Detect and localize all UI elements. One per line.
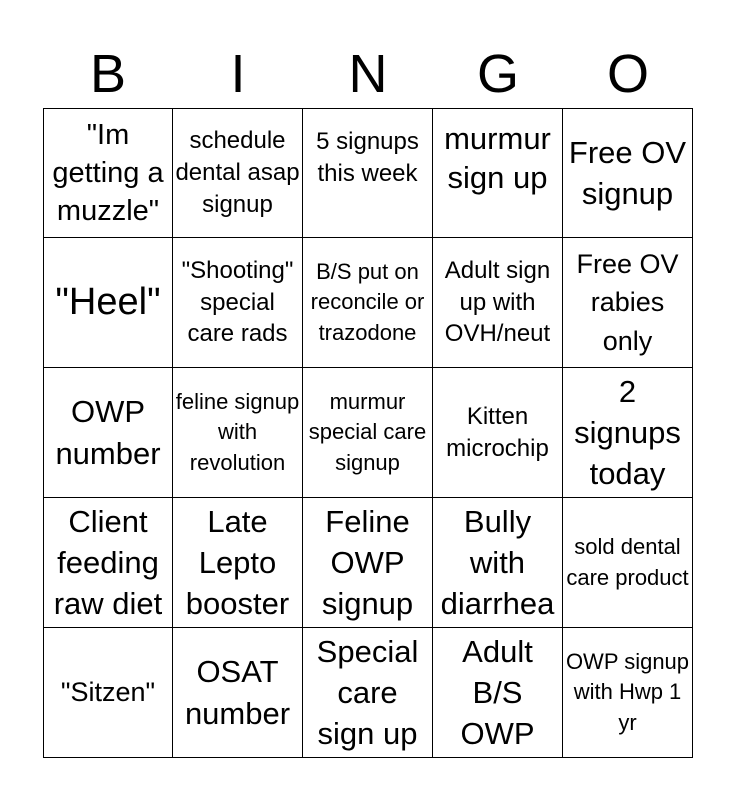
bingo-cell-text: murmur special care signup xyxy=(308,388,427,475)
bingo-cell-r4-c4[interactable] xyxy=(563,628,693,758)
bingo-cell-text: Free OV rabies only xyxy=(576,248,679,356)
bingo-cell-r3-c2[interactable] xyxy=(303,498,433,628)
bingo-card xyxy=(43,108,693,758)
bingo-cell-r2-c2[interactable] xyxy=(303,368,433,498)
bingo-cell-text: "Im getting a muzzle" xyxy=(52,118,164,228)
bingo-cell-text: "Shooting" special care rads xyxy=(181,256,294,348)
bingo-cell-text: "Sitzen" xyxy=(60,677,156,708)
bingo-cell-r1-c4[interactable] xyxy=(563,238,693,368)
bingo-cell-text: OSAT number xyxy=(184,654,291,731)
bingo-cell-r1-c2[interactable] xyxy=(303,238,433,368)
header-letter-b: B xyxy=(89,44,127,104)
bingo-cell-text: Adult B/S OWP xyxy=(460,633,535,752)
bingo-cell-text: OWP signup with Hwp 1 yr xyxy=(565,648,690,735)
bingo-cell-r3-c1[interactable] xyxy=(173,498,303,628)
bingo-cell-r4-c1[interactable] xyxy=(173,628,303,758)
bingo-cell-r2-c0[interactable] xyxy=(43,368,173,498)
bingo-cell-r0-c3[interactable] xyxy=(433,108,563,238)
header-letter-n: N xyxy=(348,44,388,104)
bingo-cell-r1-c0[interactable] xyxy=(43,238,173,368)
bingo-cell-r1-c1[interactable] xyxy=(173,238,303,368)
bingo-cell-r3-c0[interactable] xyxy=(43,498,173,628)
header-letter-i: I xyxy=(230,44,246,104)
bingo-cell-text: 5 signups this week xyxy=(316,128,419,187)
bingo-cell-text: Adult sign up with OVH/neut xyxy=(444,256,551,348)
bingo-cell-text: schedule dental asap signup xyxy=(175,127,300,218)
bingo-cell-text: OWP number xyxy=(55,394,161,471)
bingo-cell-text: Feline OWP signup xyxy=(321,503,414,622)
bingo-cell-r0-c2[interactable] xyxy=(303,108,433,238)
bingo-cell-r4-c0[interactable] xyxy=(43,628,173,758)
bingo-cell-r2-c3[interactable] xyxy=(433,368,563,498)
bingo-cell-r2-c1[interactable] xyxy=(173,368,303,498)
bingo-cell-text: "Heel" xyxy=(55,280,161,323)
bingo-cell-text: Client feeding raw diet xyxy=(53,503,163,622)
bingo-cell-r3-c4[interactable] xyxy=(563,498,693,628)
bingo-cell-r0-c0[interactable] xyxy=(43,108,173,238)
bingo-cell-r0-c1[interactable] xyxy=(173,108,303,238)
bingo-cell-text: Bully with diarrhea xyxy=(440,503,555,622)
bingo-cell-r1-c3[interactable] xyxy=(433,238,563,368)
bingo-cell-r0-c4[interactable] xyxy=(563,108,693,238)
bingo-cell-text: Special care sign up xyxy=(316,633,419,752)
bingo-cell-text: murmur sign up xyxy=(444,120,551,195)
bingo-cell-r2-c4[interactable] xyxy=(563,368,693,498)
bingo-cell-r4-c2[interactable] xyxy=(303,628,433,758)
bingo-cell-text: feline signup with revolution xyxy=(175,388,300,475)
header-letter-o: O xyxy=(606,44,649,104)
bingo-cell-text: 2 signups today xyxy=(574,373,681,492)
bingo-cell-r4-c3[interactable] xyxy=(433,628,563,758)
bingo-cell-text: Kitten microchip xyxy=(446,402,549,462)
bingo-cell-r3-c3[interactable] xyxy=(433,498,563,628)
bingo-cell-text: B/S put on reconcile or trazodone xyxy=(310,258,425,345)
bingo-header xyxy=(43,40,693,108)
header-letter-g: G xyxy=(476,44,519,104)
bingo-cell-text: Late Lepto booster xyxy=(185,503,290,622)
bingo-cell-text: sold dental care product xyxy=(566,534,689,590)
bingo-cell-text: Free OV signup xyxy=(568,134,687,211)
